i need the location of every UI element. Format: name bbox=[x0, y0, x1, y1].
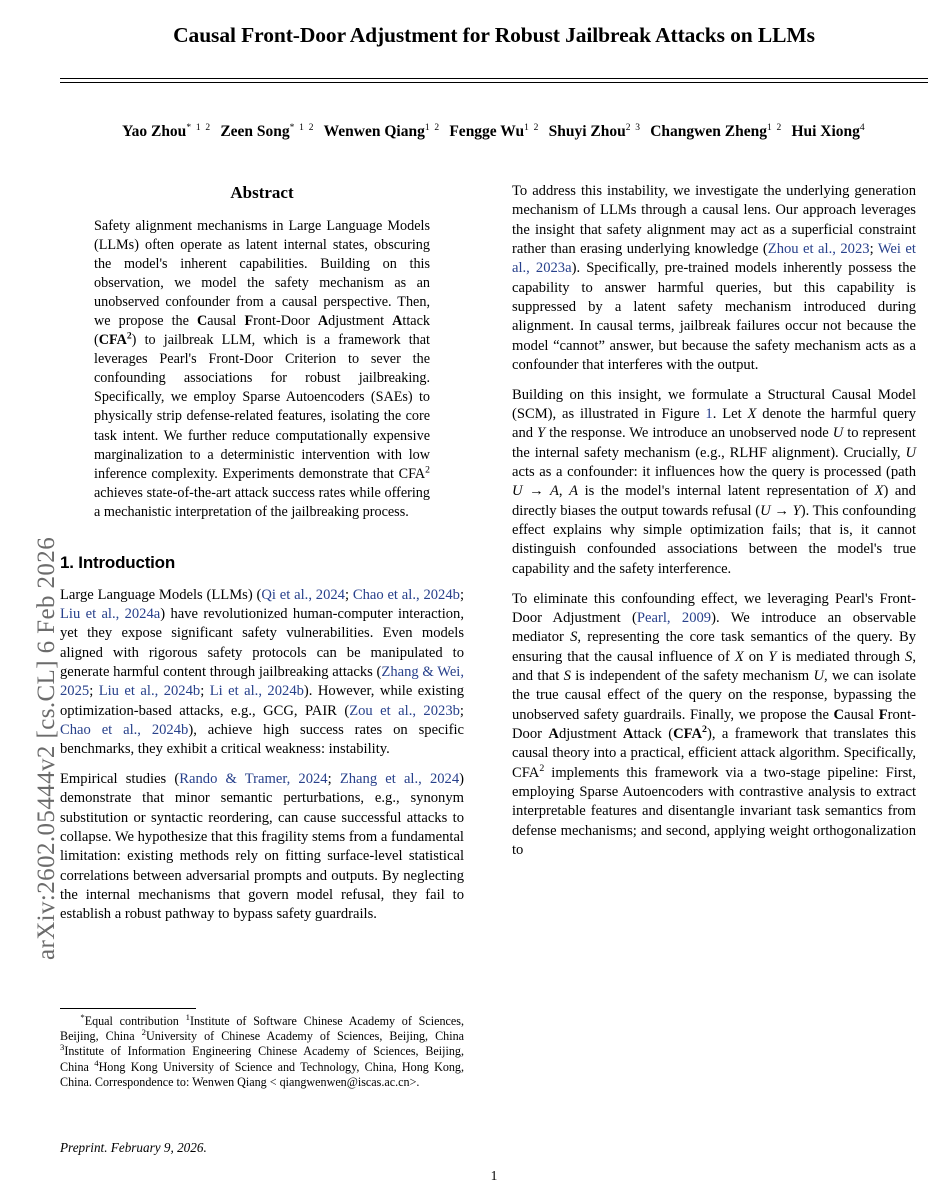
citation-link[interactable]: Wei et al., 2023a bbox=[512, 240, 916, 277]
citation-link[interactable]: Zhou et al., 2023 bbox=[767, 240, 870, 257]
citation-link[interactable]: Liu et al., 2024a bbox=[60, 605, 161, 622]
author-entry bbox=[791, 123, 865, 140]
figure-reference[interactable]: 1 bbox=[705, 406, 713, 423]
intro-paragraph-1: Large Language Models (LLMs) (Qi et al., 2024; Chao et al., 2024b; Liu et al., 2024a) have revolutionized human-computer interaction, yet they expose significant safety vulnerabilities. Even models aligned with rigorous safety protocols can be manipulated to generate harmful content through jailbreaking attacks (Zhang & Wei, 2025; Liu et al., 2024b; Li et al., 2024b). However, while existing optimization-based attacks, e.g., GCG, PAIR (Zou et al., 2023b; Chao et al., 2024b), achieve high success rates on specific benchmarks, they exhibit a critical weakness: instability. bbox=[60, 586, 465, 758]
citation-link[interactable]: Zou et al., 2023b bbox=[349, 702, 460, 719]
author-entry bbox=[650, 123, 782, 140]
title-block bbox=[60, 22, 928, 49]
author-marks: 1 2 bbox=[766, 123, 783, 133]
paper-page bbox=[46, 0, 942, 1200]
citation-link[interactable]: Pearl, 2009 bbox=[636, 609, 712, 626]
footnote-text: *Equal contribution $^1$Institute of Software Chinese Academy of Sciences, Beijing, China $^2$University of Chinese Academy of Sciences, Beijing, China $^3$Institute of Information Engineering Chinese Academy of Sciences, Beijing, China $^4$Hong Kong University of Science and Technology, China, Hong Kong, China. Correspondence to: Wenwen Qiang < qiangwenwen@iscas.ac.cn>. bbox=[60, 1011, 464, 1089]
abstract-bold-cfa: CFA bbox=[98, 332, 127, 349]
abstract-text-3: achieves state-of-the-art attack success rates while offering a mechanistic interpretation of the jailbreaking process. bbox=[94, 484, 430, 520]
author-marks: 4 bbox=[859, 123, 866, 133]
author-marks: * 1 2 bbox=[289, 123, 315, 133]
footnote-equal-mark: * bbox=[80, 1011, 85, 1022]
author-marks: * 1 2 bbox=[186, 123, 212, 133]
author-name: Shuyi Zhou bbox=[548, 123, 626, 141]
footnote-block bbox=[60, 1008, 464, 1090]
abstract-word-ausal: ausal bbox=[207, 312, 245, 329]
abstract-bold-c: C bbox=[196, 312, 208, 329]
author-marks: 2 3 bbox=[625, 123, 642, 133]
author-name: Fengge Wu bbox=[449, 123, 525, 141]
author-list bbox=[60, 122, 928, 142]
author-marks: 1 2 bbox=[524, 123, 540, 133]
page-title: Causal Front-Door Adjustment for Robust Jailbreak Attacks on LLMs bbox=[173, 23, 815, 47]
abstract-text-2: ) to jailbreak LLM, which is a framework that leverages Pearl's Front-Door Criterion to sever the confounding associations for robust jailbreaking. Specifically, we employ Sparse Autoencoders (SAEs) to physically strip defense-related features, isolating the core task intent. We further reduce computationally expensive marginalization to a deterministic intervention with low inference complexity. Experiments demonstrate that CFA bbox=[94, 332, 430, 482]
abstract-word-djustment: djustment bbox=[328, 312, 393, 329]
author-name: Wenwen Qiang bbox=[323, 123, 425, 141]
author-name: Hui Xiong bbox=[791, 123, 860, 141]
citation-link[interactable]: Chao et al., 2024b bbox=[352, 586, 460, 603]
section-heading-introduction: 1. Introduction bbox=[60, 553, 176, 573]
author-marks: 1 2 bbox=[424, 123, 441, 133]
citation-link[interactable]: Chao et al., 2024b bbox=[60, 721, 189, 738]
left-column bbox=[60, 182, 464, 935]
citation-link[interactable]: Li et al., 2024b bbox=[209, 683, 304, 700]
intro-paragraph-5: To eliminate this confounding effect, we leveraging Pearl's Front-Door Adjustment (Pearl, 2009). We introduce an observable mediator S, representing the core task semantics of the query. By ensuring that the causal influence of X on Y is mediated through S, and that S is independent of the safety mechanism U, we can isolate the true causal effect of the query on the response, bypassing the unobserved safety guardrails. Finally, we propose the Causal Front-Door Adjustment Attack (CFA$^2$), a framework that translates this causal theory into a practical, efficient attack algorithm. Specifically, CFA$^2$ implements this framework via a two-stage pipeline: First, employing Sparse Autoencoders with contrastive analysis to extract interpretable features and disentangle invariant task semantics from defense mechanisms; and second, applying weight orthogonalization to bbox=[512, 590, 917, 858]
abstract-bold-a: A bbox=[317, 312, 329, 329]
abstract-bold-f: F bbox=[244, 312, 254, 329]
citation-link[interactable]: Zhang et al., 2024 bbox=[339, 770, 460, 787]
abstract-sup-2b: 2 bbox=[425, 464, 430, 475]
citation-link[interactable]: Zhang & Wei, 2025 bbox=[60, 663, 465, 700]
title-rule-bottom bbox=[60, 82, 928, 83]
footnote-rule bbox=[60, 1008, 196, 1009]
abstract-heading: Abstract bbox=[230, 183, 294, 202]
page-number: 1 bbox=[490, 1168, 498, 1183]
author-name: Zeen Song bbox=[220, 123, 290, 141]
abstract-word-rontdoor: ront-Door bbox=[253, 312, 318, 329]
arxiv-stamp-text: arXiv:2602.05444v2 [cs.CL] 6 Feb 2026 bbox=[33, 536, 60, 960]
preprint-line: Preprint. February 9, 2026. bbox=[60, 1140, 207, 1155]
abstract-bold-a2: A bbox=[392, 312, 403, 329]
intro-paragraph-2: Empirical studies (Rando & Tramer, 2024; Zhang et al., 2024) demonstrate that minor semantic perturbations, e.g., synonym substitution or syntactic reordering, can cause successful attacks to collapse. We hypothesize that this fragility stems from a fundamental limitation: existing methods rely on fitting surface-level statistical correlations between adversarial prompts and outputs. By neglecting the internal mechanisms that govern model refusal, they fail to establish a robust pathway to bypass safety guardrails. bbox=[60, 770, 465, 923]
author-entry bbox=[122, 123, 211, 140]
author-entry bbox=[220, 123, 314, 140]
citation-link[interactable]: Qi et al., 2024 bbox=[261, 586, 345, 603]
abstract-body bbox=[94, 217, 430, 523]
author-entry bbox=[449, 123, 539, 140]
author-entry bbox=[549, 123, 642, 140]
right-column bbox=[512, 182, 916, 871]
abstract-word-ttack: ttack ( bbox=[94, 312, 430, 349]
author-entry bbox=[324, 123, 441, 140]
arxiv-stamp bbox=[0, 0, 60, 1200]
abstract-text-1: Safety alignment mechanisms in Large Language Models (LLMs) often operate as latent internal states, obscuring the model's inherent capabilities. Building on this observation, we model the safety mechanism as an unobserved confounder from a causal perspective. Then, we propose the bbox=[94, 217, 430, 329]
title-rule-top bbox=[60, 78, 928, 79]
intro-paragraph-3: To address this instability, we investigate the underlying generation mechanism of LLMs through a causal lens. Our approach leverages the insight that safety alignment may act as a superficial constraint rather than erasing underlying knowledge (Zhou et al., 2023; Wei et al., 2023a). Specifically, pre-trained models inherently possess the capability to answer harmful queries, but this capability is suppressed by a latent safety mechanism introduced during alignment. In causal terms, jailbreak failures occur not because the model “cannot” answer, but because the safety mechanism acts as a confounder that interferes with the output. bbox=[512, 183, 916, 373]
author-name: Yao Zhou bbox=[122, 123, 187, 141]
author-name: Changwen Zheng bbox=[650, 123, 767, 141]
citation-link[interactable]: Liu et al., 2024b bbox=[98, 683, 201, 700]
abstract-sup-2: 2 bbox=[126, 330, 132, 342]
intro-paragraph-4: Building on this insight, we formulate a Structural Causal Model (SCM), as illustrated in Figure 1. Let X denote the harmful query and Y the response. We introduce an unobserved node U to represent the internal safety mechanism (e.g., RLHF alignment). Crucially, U acts as a confounder: it influences how the query is processed (path U → A, A is the model's internal latent representation of X) and directly biases the output towards refusal (U → Y). This confounding effect explains why simple optimization fails; that is, it cannot distinguish confounded associations between the model's true capability and the safety interference. bbox=[512, 386, 916, 577]
citation-link[interactable]: Rando & Tramer, 2024 bbox=[179, 770, 328, 787]
